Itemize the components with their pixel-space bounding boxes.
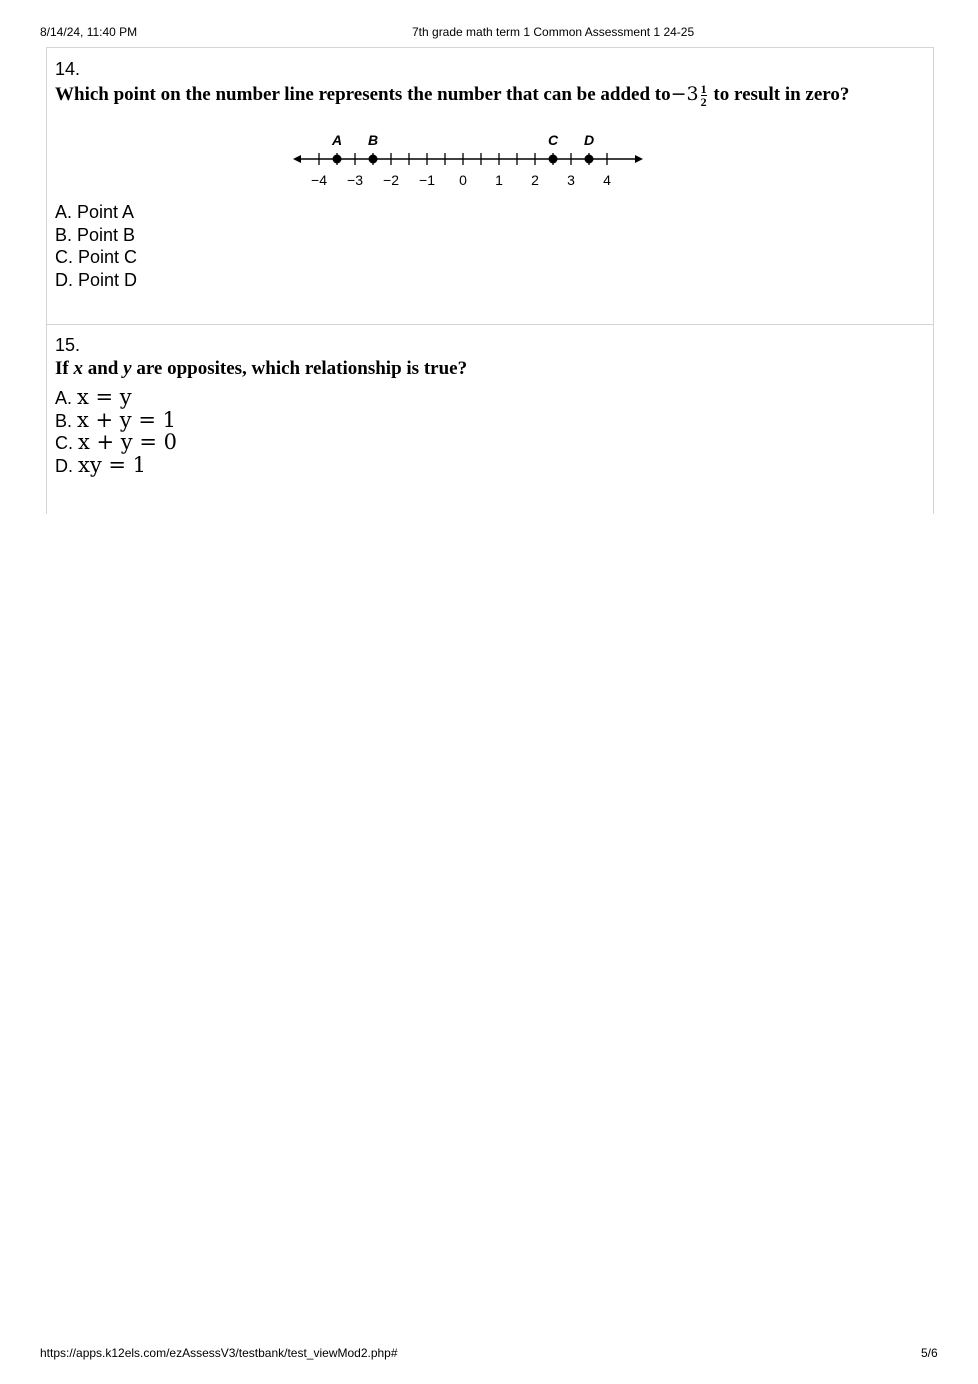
page-number: 5/6 xyxy=(921,1346,938,1360)
point-label-d: D xyxy=(583,132,595,148)
choice-letter: D. xyxy=(55,455,73,476)
page-title: 7th grade math term 1 Common Assessment 1 24-25 xyxy=(412,25,695,39)
question-15 xyxy=(47,325,933,514)
choice-a[interactable] xyxy=(55,385,177,408)
point-a xyxy=(333,155,342,164)
question-text-if: If xyxy=(55,358,69,379)
choice-letter: C. xyxy=(55,247,73,267)
tick-label: −2 xyxy=(383,172,399,188)
choice-d[interactable] xyxy=(55,453,177,476)
question-text xyxy=(55,358,467,380)
choice-a[interactable] xyxy=(55,202,137,225)
number-line-figure xyxy=(291,126,651,196)
choice-text: Point D xyxy=(78,269,138,290)
left-arrow-icon xyxy=(293,155,301,163)
fraction-denominator: 2 xyxy=(700,95,707,110)
choice-letter: D. xyxy=(55,269,73,290)
choice-b[interactable] xyxy=(55,225,137,248)
question-text-and: and xyxy=(87,358,119,379)
question-text-rest: are opposites, which relationship is true? xyxy=(136,358,468,379)
choice-letter: B. xyxy=(55,224,73,245)
point-d xyxy=(585,155,594,164)
question-number: 14. xyxy=(55,59,81,79)
question-number: 15. xyxy=(55,335,81,355)
point-c xyxy=(549,155,558,164)
choice-letter: A. xyxy=(55,388,73,408)
choice-d[interactable] xyxy=(55,270,137,293)
tick-label: −4 xyxy=(311,172,327,188)
point-label-a: A xyxy=(331,132,343,148)
tick-label: −3 xyxy=(347,172,363,188)
answer-choices xyxy=(55,202,137,292)
tick-label: 0 xyxy=(459,172,467,188)
point-b xyxy=(369,155,378,164)
choice-c[interactable] xyxy=(55,430,177,453)
point-label-b: B xyxy=(367,132,379,148)
choice-text: Point B xyxy=(77,224,136,245)
question-14 xyxy=(47,48,933,325)
question-text xyxy=(55,83,849,108)
choice-text: Point A xyxy=(77,202,135,222)
choice-letter: A. xyxy=(55,202,73,222)
choice-letter: C. xyxy=(55,433,73,453)
math-fraction xyxy=(701,83,707,108)
choice-letter: B. xyxy=(55,410,73,431)
variable-y: y xyxy=(123,358,132,379)
point-label-c: C xyxy=(547,132,559,148)
choice-expression: xy = 1 xyxy=(78,452,147,477)
choice-c[interactable] xyxy=(55,247,137,270)
tick-label: 1 xyxy=(495,172,503,188)
choice-expression: x = y xyxy=(77,385,132,409)
print-datetime: 8/14/24, 11:40 PM xyxy=(40,25,138,39)
tick-label: −1 xyxy=(419,172,435,188)
choice-expression: x + y = 1 xyxy=(77,407,176,432)
tick-label: 3 xyxy=(567,172,575,188)
choice-text: Point C xyxy=(78,247,138,267)
right-arrow-icon xyxy=(635,155,643,163)
question-text-after: to result in zero? xyxy=(713,84,850,105)
tick-label: 4 xyxy=(603,172,611,188)
questions-container xyxy=(46,47,934,514)
variable-x: x xyxy=(73,358,83,379)
page-url: https://apps.k12els.com/ezAssessV3/testbank/test_viewMod2.php# xyxy=(40,1346,398,1360)
fraction-numerator: 1 xyxy=(700,82,707,97)
choice-expression: x + y = 0 xyxy=(78,430,177,454)
math-whole-number: −3 xyxy=(670,83,699,105)
choice-b[interactable] xyxy=(55,408,177,431)
tick-label: 2 xyxy=(531,172,539,188)
question-text-before: Which point on the number line represents the number that can be added to xyxy=(55,84,671,105)
answer-choices xyxy=(55,385,177,475)
